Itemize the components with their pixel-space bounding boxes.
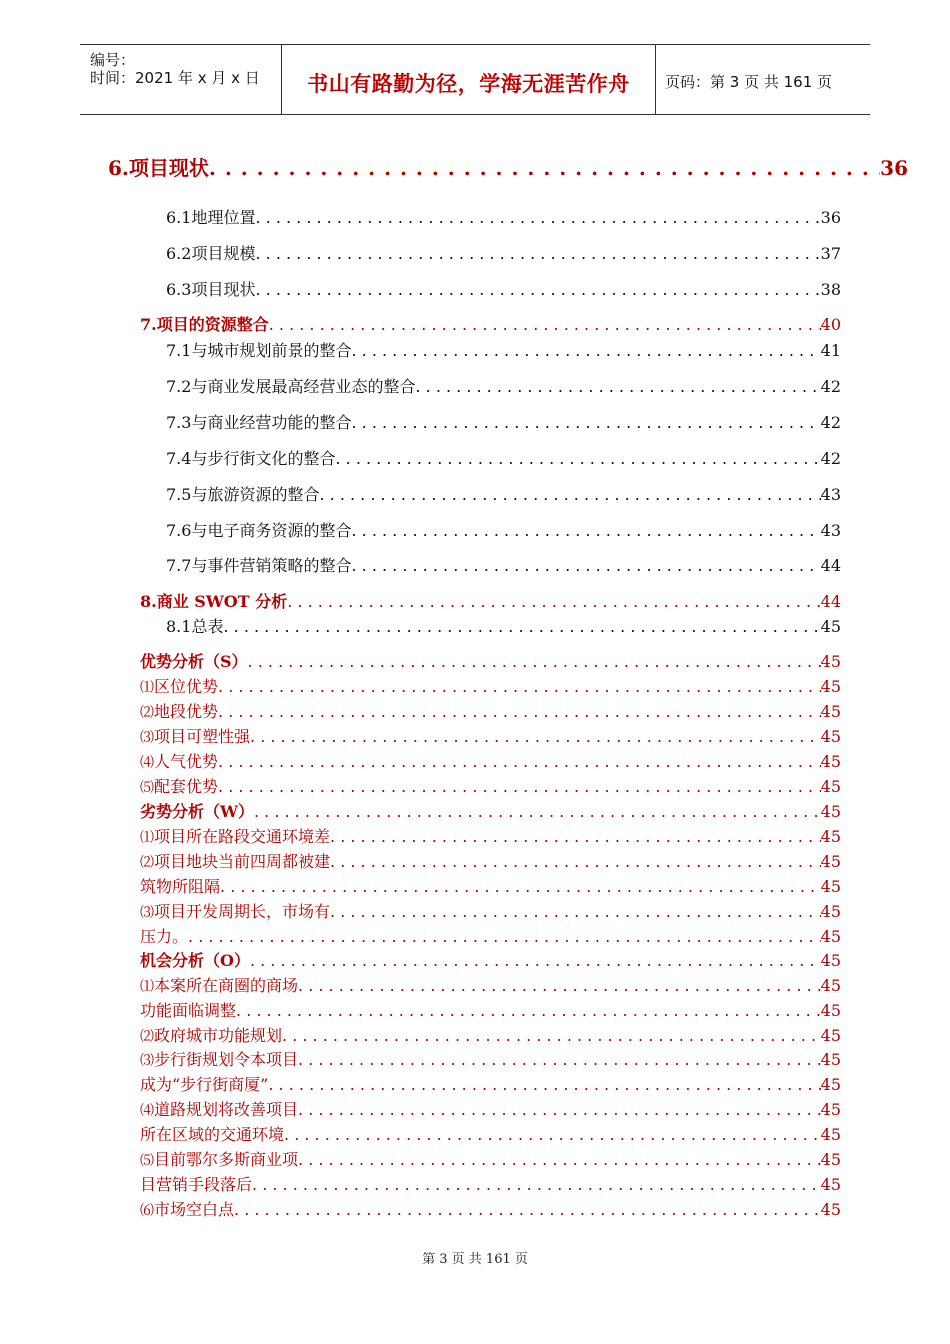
toc-title: 项目的资源整合 — [156, 315, 269, 334]
toc-page: 45 — [820, 877, 841, 896]
toc-number: 7.4 — [166, 449, 192, 468]
toc-entry[interactable] — [140, 1147, 841, 1170]
toc-entry[interactable] — [140, 924, 841, 947]
toc-page: 44 — [820, 592, 841, 611]
toc-entry[interactable] — [140, 1197, 841, 1220]
toc-leader — [298, 1050, 821, 1069]
toc-page: 45 — [820, 777, 841, 796]
toc-leader — [330, 902, 821, 921]
toc-leader — [415, 377, 820, 396]
toc-entry[interactable] — [140, 973, 841, 996]
toc-leader — [209, 156, 880, 180]
toc-number: 7.6 — [166, 521, 192, 540]
toc-leader — [269, 315, 821, 334]
toc-leader — [250, 727, 821, 746]
toc-title: 项目现状 — [191, 280, 256, 299]
toc-entry[interactable] — [140, 799, 841, 822]
toc-page: 45 — [820, 677, 841, 696]
toc-entry[interactable] — [166, 518, 841, 541]
toc-leader — [254, 802, 821, 821]
toc-number: 6. — [108, 156, 129, 180]
toc-title: 项目可塑性强 — [154, 727, 251, 746]
toc-page: 41 — [820, 341, 841, 360]
toc-page: 38 — [820, 280, 841, 299]
toc-page: 45 — [820, 727, 841, 746]
toc-leader — [335, 449, 820, 468]
toc-leader — [218, 702, 821, 721]
toc-page: 45 — [820, 1075, 841, 1094]
toc-number: 6.3 — [166, 280, 192, 299]
toc-title: 功能面临调整 — [140, 1001, 237, 1020]
toc-title: 地理位置 — [191, 208, 256, 227]
toc-leader — [351, 521, 820, 540]
toc-number: ⑷ — [140, 1103, 154, 1119]
toc-entry[interactable] — [140, 874, 841, 897]
toc-number: ⑹ — [140, 1203, 154, 1219]
toc-title: 与商业发展最高经营业态的整合 — [191, 377, 416, 396]
toc-entry[interactable] — [140, 849, 841, 872]
toc-page: 37 — [820, 244, 841, 263]
page-header — [80, 44, 870, 115]
toc-title: 项目所在路段交通环境差 — [154, 827, 331, 846]
toc-entry[interactable] — [166, 446, 841, 469]
toc-page: 45 — [820, 852, 841, 871]
toc-number: 6.1 — [166, 208, 192, 227]
toc-title: 区位优势 — [154, 677, 219, 696]
toc-page: 45 — [820, 927, 841, 946]
toc-number: ⑸ — [140, 780, 154, 796]
toc-page: 45 — [820, 1200, 841, 1219]
toc-entry[interactable] — [140, 312, 841, 335]
toc-leader — [236, 1001, 821, 1020]
toc-page: 45 — [820, 951, 841, 970]
toc-page: 43 — [820, 521, 841, 540]
toc-page: 45 — [820, 802, 841, 821]
toc-leader — [268, 1075, 820, 1094]
toc-page: 45 — [820, 752, 841, 771]
toc-page: 44 — [820, 556, 841, 575]
toc-leader — [298, 1100, 821, 1119]
toc-number: ⑴ — [140, 830, 154, 846]
toc-page: 45 — [820, 617, 841, 636]
toc-page: 36 — [880, 156, 908, 180]
toc-number: 7.5 — [166, 485, 192, 504]
toc-number: ⑸ — [140, 1153, 154, 1169]
toc-number: ⑷ — [140, 755, 154, 771]
toc-page: 45 — [820, 702, 841, 721]
toc-title: 项目现状 — [128, 156, 209, 180]
toc-entry[interactable] — [140, 998, 841, 1021]
toc-entry[interactable] — [140, 774, 841, 797]
toc-leader — [218, 677, 821, 696]
toc-number: ⑶ — [140, 730, 154, 746]
toc-entry[interactable] — [140, 1072, 841, 1095]
toc-number: 7. — [140, 315, 157, 334]
toc-entry[interactable] — [140, 1122, 841, 1145]
toc-leader — [220, 877, 821, 896]
toc-entry[interactable] — [140, 649, 841, 672]
toc-title: 与步行街文化的整合 — [191, 449, 336, 468]
toc-page: 45 — [820, 1001, 841, 1020]
toc-title: 政府城市功能规划 — [154, 1026, 283, 1045]
toc-title: 项目开发周期长，市场有 — [154, 902, 331, 921]
toc-page: 42 — [820, 413, 841, 432]
page-footer: 第 3 页 共 161 页 — [422, 1252, 528, 1267]
toc-title: 劣势分析（W） — [140, 802, 254, 821]
toc-page: 45 — [820, 1150, 841, 1169]
toc-title: 人气优势 — [154, 752, 219, 771]
toc-entry[interactable] — [166, 553, 841, 576]
toc-page: 45 — [820, 827, 841, 846]
toc-title: 与城市规划前景的整合 — [191, 341, 352, 360]
toc-title: 与事件营销策略的整合 — [191, 556, 352, 575]
toc-leader — [298, 1150, 821, 1169]
toc-entry[interactable] — [140, 589, 841, 612]
toc-leader — [252, 1175, 821, 1194]
toc-title: 所在区域的交通环境 — [140, 1125, 285, 1144]
header-page-cell — [655, 45, 870, 114]
toc-entry[interactable] — [166, 205, 841, 228]
toc-entry[interactable] — [166, 614, 841, 637]
toc-entry[interactable] — [166, 241, 841, 264]
toc-page: 45 — [820, 1175, 841, 1194]
toc-title: 优势分析（S） — [140, 652, 248, 671]
header-info-cell — [80, 45, 280, 114]
toc-page: 43 — [820, 485, 841, 504]
header-motto-cell — [281, 45, 656, 114]
toc-leader — [223, 617, 820, 636]
toc-page: 36 — [820, 208, 841, 227]
toc-leader — [255, 244, 820, 263]
toc-title: 本案所在商圈的商场 — [154, 976, 299, 995]
toc-title: 地段优势 — [154, 702, 219, 721]
toc-page: 40 — [820, 315, 841, 334]
toc-title: 与旅游资源的整合 — [191, 485, 320, 504]
toc-title: 配套优势 — [154, 777, 219, 796]
toc-page: 42 — [820, 449, 841, 468]
toc-entry[interactable] — [108, 152, 908, 181]
toc-entry[interactable] — [140, 1097, 841, 1120]
toc-page: 45 — [820, 902, 841, 921]
toc-leader — [351, 556, 820, 575]
toc-title: 项目地块当前四周都被建 — [154, 852, 331, 871]
toc-page: 45 — [820, 1100, 841, 1119]
toc-number: 7.3 — [166, 413, 192, 432]
toc-leader — [248, 652, 821, 671]
toc-leader — [282, 1026, 821, 1045]
toc-leader — [330, 827, 821, 846]
toc-number: ⑵ — [140, 855, 154, 871]
toc-number: ⑵ — [140, 1029, 154, 1045]
toc-page: 45 — [820, 1050, 841, 1069]
toc-page: 45 — [820, 1026, 841, 1045]
toc-leader — [188, 927, 821, 946]
toc-title: 步行街规划令本项目 — [154, 1050, 299, 1069]
toc-entry[interactable] — [140, 948, 841, 971]
header-page-label: 页码：第 3 页 共 161 页 — [665, 73, 833, 91]
toc-number: 7.1 — [166, 341, 192, 360]
toc-title: 目营销手段落后 — [140, 1175, 253, 1194]
toc-leader — [351, 413, 820, 432]
toc-leader — [234, 1200, 821, 1219]
toc-page: 45 — [820, 1125, 841, 1144]
toc-entry[interactable] — [166, 482, 841, 505]
toc-entry[interactable] — [140, 674, 841, 697]
toc-number: ⑴ — [140, 979, 154, 995]
toc-title: 目前鄂尔多斯商业项 — [154, 1150, 299, 1169]
document-time-label: 时间：2021 年 x 月 x 日 — [90, 69, 260, 87]
toc-title: 项目规模 — [191, 244, 256, 263]
toc-entry[interactable] — [166, 410, 841, 433]
toc-entry[interactable] — [140, 1172, 841, 1195]
toc-title: 与商业经营功能的整合 — [191, 413, 352, 432]
toc-number: 8.1 — [166, 617, 192, 636]
document-number-label: 编号： — [90, 51, 136, 69]
toc-entry[interactable] — [140, 824, 841, 847]
toc-entry[interactable] — [166, 338, 841, 361]
toc-leader — [218, 752, 821, 771]
toc-title: 成为“步行街商厦” — [140, 1075, 269, 1094]
toc-title: 与电子商务资源的整合 — [191, 521, 352, 540]
header-motto: 书山有路勤为径，学海无涯苦作舟 — [307, 72, 630, 96]
toc-title: 商业 SWOT 分析 — [156, 592, 288, 611]
toc-entry[interactable] — [166, 374, 841, 397]
toc-leader — [351, 341, 820, 360]
toc-leader — [250, 951, 821, 970]
toc-number: 7.7 — [166, 556, 192, 575]
toc-entry[interactable] — [140, 899, 841, 922]
toc-leader — [330, 852, 821, 871]
toc-entry[interactable] — [140, 724, 841, 747]
toc-leader — [287, 592, 820, 611]
toc-number: ⑵ — [140, 705, 154, 721]
toc-number: ⑶ — [140, 1053, 154, 1069]
toc-leader — [298, 976, 821, 995]
toc-entry[interactable] — [140, 1047, 841, 1070]
toc-page: 45 — [820, 976, 841, 995]
toc-title: 机会分析（O） — [140, 951, 250, 970]
toc-page: 42 — [820, 377, 841, 396]
toc-entry[interactable] — [140, 749, 841, 772]
toc-title: 道路规划将改善项目 — [154, 1100, 299, 1119]
toc-number: 7.2 — [166, 377, 192, 396]
toc-number: 6.2 — [166, 244, 192, 263]
toc-title: 压力。 — [140, 927, 189, 946]
toc-title: 总表 — [191, 617, 224, 636]
toc-leader — [255, 280, 820, 299]
toc-number: ⑶ — [140, 905, 154, 921]
toc-title: 筑物所阻隔 — [140, 877, 221, 896]
toc-entry[interactable] — [140, 699, 841, 722]
toc-title: 市场空白点 — [154, 1200, 235, 1219]
toc-entry[interactable] — [140, 1023, 841, 1046]
toc-number: 8. — [140, 592, 157, 611]
toc-page: 45 — [820, 652, 841, 671]
toc-leader — [255, 208, 820, 227]
toc-leader — [218, 777, 821, 796]
toc-entry[interactable] — [166, 277, 841, 300]
toc-leader — [284, 1125, 821, 1144]
toc-number: ⑴ — [140, 680, 154, 696]
toc-leader — [319, 485, 820, 504]
